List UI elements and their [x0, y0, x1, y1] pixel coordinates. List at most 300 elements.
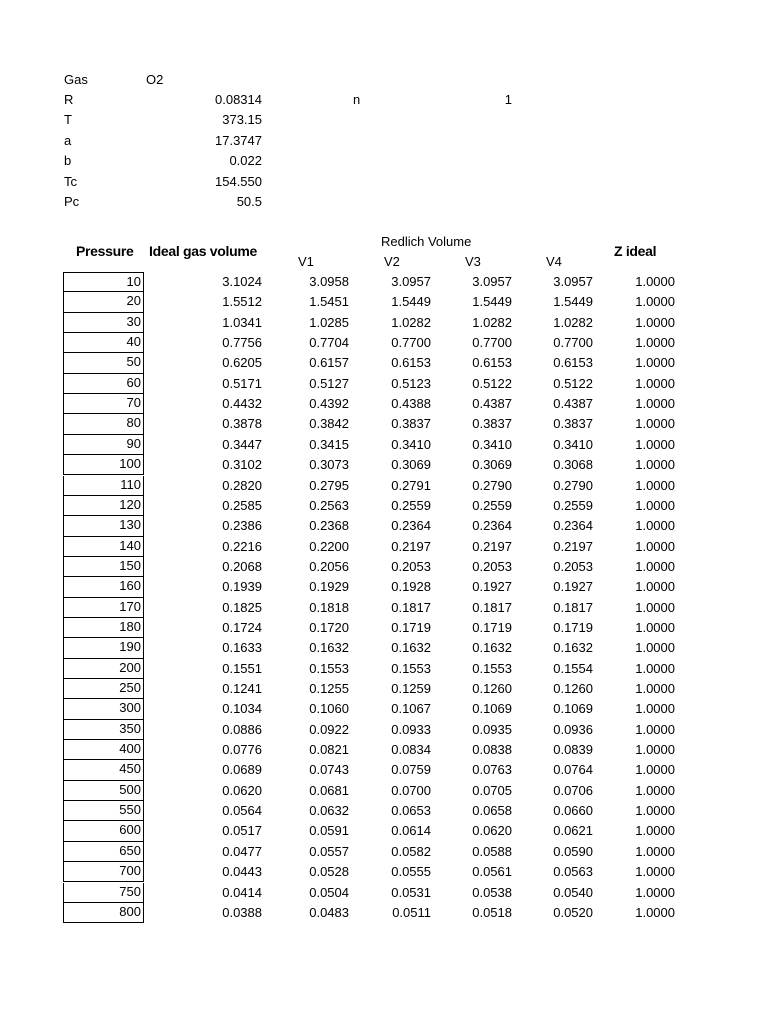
- ideal-volume-cell: 0.0886: [222, 721, 262, 737]
- pressure-value: 180: [119, 618, 141, 634]
- ideal-volume-cell: 0.3102: [222, 457, 262, 473]
- pressure-value: 80: [126, 415, 141, 431]
- v2-cell: 0.0653: [391, 803, 431, 819]
- table-row: [0, 699, 768, 719]
- pressure-cell[interactable]: [63, 516, 144, 536]
- z-ideal-cell: 1.0000: [635, 294, 675, 310]
- z-ideal-cell: 1.0000: [635, 436, 675, 452]
- z-ideal-cell: 1.0000: [635, 803, 675, 819]
- v3-cell: 0.2559: [472, 497, 512, 513]
- v4-cell: 0.1260: [553, 681, 593, 696]
- v3-cell: 0.1719: [472, 619, 512, 635]
- ideal-volume-cell: 0.0388: [222, 904, 262, 920]
- v2-cell: 0.0614: [391, 823, 431, 839]
- v1-cell: 0.2368: [309, 518, 349, 534]
- v2-cell: 0.4388: [391, 396, 431, 412]
- table-row: [0, 394, 768, 414]
- z-ideal-cell: 1.0000: [635, 660, 675, 676]
- v2-cell: 0.1553: [391, 660, 431, 676]
- ideal-volume-cell: 0.0477: [222, 843, 262, 859]
- param-value-b: 0.022: [229, 153, 262, 168]
- pressure-value: 90: [126, 435, 141, 451]
- param-label-n: n: [353, 92, 361, 107]
- ideal-volume-cell: 0.0414: [222, 884, 262, 900]
- z-ideal-cell: 1.0000: [635, 762, 675, 778]
- pressure-value: 50: [126, 354, 141, 370]
- v4-cell: 0.0563: [553, 864, 593, 880]
- v3-cell: 0.0935: [472, 721, 512, 737]
- v1-cell: 0.0821: [309, 742, 349, 758]
- param-label-a: a: [64, 133, 72, 148]
- ideal-volume-cell: 3.1024: [222, 274, 262, 289]
- ideal-volume-cell: 0.0689: [222, 762, 262, 778]
- v4-cell: 0.6153: [553, 355, 593, 371]
- table-row: [0, 598, 768, 618]
- v2-cell: 0.1067: [391, 701, 431, 717]
- v4-cell: 0.0540: [553, 884, 593, 900]
- pressure-cell[interactable]: [63, 760, 144, 780]
- pressure-cell[interactable]: [63, 353, 144, 373]
- ideal-volume-cell: 0.0776: [222, 742, 262, 758]
- z-ideal-cell: 1.0000: [635, 538, 675, 554]
- table-row: [0, 577, 768, 597]
- v2-cell: 0.1259: [391, 681, 431, 696]
- pressure-cell[interactable]: [63, 821, 144, 841]
- v3-cell: 0.1260: [472, 681, 512, 696]
- v4-cell: 0.1554: [553, 660, 593, 676]
- v2-cell: 0.2197: [391, 538, 431, 554]
- pressure-value: 20: [126, 293, 141, 309]
- ideal-volume-cell: 1.0341: [222, 314, 262, 330]
- z-ideal-cell: 1.0000: [635, 904, 675, 920]
- v2-cell: 0.2364: [391, 518, 431, 534]
- pressure-cell[interactable]: [63, 842, 144, 862]
- table-row: [0, 455, 768, 475]
- v3-cell: 0.1817: [472, 599, 512, 615]
- ideal-volume-cell: 0.6205: [222, 355, 262, 371]
- v2-cell: 0.7700: [391, 335, 431, 351]
- v1-cell: 0.0483: [309, 904, 349, 920]
- v3-cell: 0.0838: [472, 742, 512, 758]
- pressure-value: 800: [119, 903, 141, 919]
- table-row: [0, 333, 768, 353]
- table-row: [0, 435, 768, 455]
- table-row: [0, 862, 768, 882]
- param-value-tc: 154.550: [215, 174, 262, 189]
- v2-cell: 0.0933: [391, 721, 431, 737]
- v2-cell: 0.3410: [391, 436, 431, 452]
- table-row: [0, 720, 768, 740]
- z-ideal-cell: 1.0000: [635, 864, 675, 880]
- pressure-value: 40: [126, 334, 141, 350]
- z-ideal-cell: 1.0000: [635, 843, 675, 859]
- pressure-value: 400: [119, 741, 141, 757]
- v4-cell: 0.0660: [553, 803, 593, 819]
- v1-cell: 0.4392: [309, 396, 349, 412]
- pressure-value: 200: [119, 659, 141, 675]
- v2-cell: 0.1928: [391, 579, 431, 595]
- v4-cell: 0.0590: [553, 843, 593, 859]
- ideal-volume-cell: 0.1825: [222, 599, 262, 615]
- v1-cell: 0.1255: [309, 681, 349, 696]
- header-v1: V1: [298, 254, 314, 269]
- z-ideal-cell: 1.0000: [635, 477, 675, 493]
- v3-cell: 0.4387: [472, 396, 512, 412]
- pressure-cell[interactable]: [63, 292, 144, 312]
- v1-cell: 0.1632: [309, 640, 349, 656]
- v3-cell: 0.2364: [472, 518, 512, 534]
- v2-cell: 0.1817: [391, 599, 431, 615]
- table-row: [0, 659, 768, 679]
- z-ideal-cell: 1.0000: [635, 823, 675, 839]
- pressure-value: 110: [120, 476, 141, 492]
- table-row: [0, 801, 768, 821]
- pressure-value: 10: [126, 274, 141, 289]
- v2-cell: 0.1719: [391, 619, 431, 635]
- table-row: [0, 883, 768, 903]
- v3-cell: 0.0588: [472, 843, 512, 859]
- v2-cell: 0.0531: [391, 884, 431, 900]
- v1-cell: 0.3842: [309, 416, 349, 432]
- v4-cell: 1.5449: [553, 294, 593, 310]
- z-ideal-cell: 1.0000: [635, 619, 675, 635]
- pressure-value: 650: [119, 842, 141, 858]
- v2-cell: 0.3069: [391, 457, 431, 473]
- ideal-volume-cell: 0.2068: [222, 558, 262, 574]
- v1-cell: 1.5451: [309, 294, 349, 310]
- header-v2: V2: [384, 254, 400, 269]
- v4-cell: 0.2790: [553, 477, 593, 493]
- v2-cell: 0.0555: [391, 864, 431, 880]
- header-redlich-volume: Redlich Volume: [381, 234, 472, 249]
- pressure-cell[interactable]: [63, 903, 144, 923]
- pressure-cell[interactable]: [63, 883, 144, 903]
- ideal-volume-cell: 0.1939: [222, 579, 262, 595]
- pressure-cell[interactable]: [63, 272, 144, 292]
- param-label-gas: Gas: [64, 72, 88, 87]
- v3-cell: 0.1927: [472, 579, 512, 595]
- pressure-value: 750: [119, 883, 141, 899]
- table-row: [0, 618, 768, 638]
- v4-cell: 0.1817: [553, 599, 593, 615]
- table-row: [0, 313, 768, 333]
- table-row: [0, 496, 768, 516]
- v1-cell: 0.0504: [309, 884, 349, 900]
- v1-cell: 0.2200: [309, 538, 349, 554]
- v3-cell: 0.3837: [472, 416, 512, 432]
- pressure-value: 120: [119, 496, 141, 512]
- z-ideal-cell: 1.0000: [635, 558, 675, 574]
- z-ideal-cell: 1.0000: [635, 375, 675, 391]
- v4-cell: 0.3068: [553, 457, 593, 473]
- v4-cell: 0.7700: [553, 335, 593, 351]
- v2-cell: 3.0957: [391, 274, 431, 289]
- pressure-value: 100: [119, 456, 141, 472]
- v1-cell: 0.2056: [309, 558, 349, 574]
- v3-cell: 0.0620: [472, 823, 512, 839]
- v2-cell: 0.0511: [392, 904, 431, 920]
- pressure-cell[interactable]: [63, 720, 144, 740]
- param-value-gas: O2: [146, 72, 164, 87]
- z-ideal-cell: 1.0000: [635, 681, 675, 696]
- pressure-cell[interactable]: [63, 476, 144, 496]
- v1-cell: 0.1818: [309, 599, 349, 615]
- v3-cell: 0.1632: [472, 640, 512, 656]
- v2-cell: 0.3837: [391, 416, 431, 432]
- v4-cell: 0.1632: [553, 640, 593, 656]
- v3-cell: 0.0658: [472, 803, 512, 819]
- pressure-cell[interactable]: [63, 577, 144, 597]
- v4-cell: 0.0839: [553, 742, 593, 758]
- v2-cell: 0.2791: [391, 477, 431, 493]
- pressure-cell[interactable]: [63, 740, 144, 760]
- z-ideal-cell: 1.0000: [635, 599, 675, 615]
- header-v3: V3: [465, 254, 481, 269]
- v1-cell: 0.1060: [309, 701, 349, 717]
- header-v4: V4: [546, 254, 562, 269]
- v1-cell: 0.2795: [309, 477, 349, 493]
- v2-cell: 0.0834: [391, 742, 431, 758]
- z-ideal-cell: 1.0000: [635, 721, 675, 737]
- z-ideal-cell: 1.0000: [635, 782, 675, 798]
- v1-cell: 0.5127: [309, 375, 349, 391]
- z-ideal-cell: 1.0000: [635, 640, 675, 656]
- v2-cell: 0.5123: [391, 375, 431, 391]
- table-row: [0, 353, 768, 373]
- table-row: [0, 903, 768, 923]
- v3-cell: 0.5122: [472, 375, 512, 391]
- z-ideal-cell: 1.0000: [635, 884, 675, 900]
- pressure-cell[interactable]: [63, 313, 144, 333]
- v2-cell: 0.1632: [391, 640, 431, 656]
- param-value-a: 17.3747: [215, 133, 262, 148]
- table-row: [0, 272, 768, 292]
- v4-cell: 0.0936: [553, 721, 593, 737]
- v4-cell: 0.2559: [553, 497, 593, 513]
- table-row: [0, 679, 768, 699]
- pressure-value: 550: [119, 802, 141, 818]
- param-value-pc: 50.5: [236, 194, 262, 209]
- pressure-value: 160: [119, 578, 141, 594]
- pressure-value: 130: [119, 517, 141, 533]
- z-ideal-cell: 1.0000: [635, 497, 675, 513]
- v1-cell: 0.6157: [309, 355, 349, 371]
- pressure-cell[interactable]: [63, 374, 144, 394]
- z-ideal-cell: 1.0000: [635, 335, 675, 351]
- z-ideal-cell: 1.0000: [635, 355, 675, 371]
- v1-cell: 0.0681: [309, 782, 349, 798]
- pressure-cell[interactable]: [63, 679, 144, 699]
- v3-cell: 0.2197: [472, 538, 512, 554]
- pressure-cell[interactable]: [63, 394, 144, 414]
- v4-cell: 1.0282: [553, 314, 593, 330]
- table-row: [0, 781, 768, 801]
- table-row: [0, 414, 768, 434]
- v3-cell: 0.7700: [472, 335, 512, 351]
- ideal-volume-cell: 0.5171: [222, 375, 262, 391]
- ideal-volume-cell: 0.1633: [222, 640, 262, 656]
- pressure-cell[interactable]: [63, 435, 144, 455]
- ideal-volume-cell: 1.5512: [222, 294, 262, 310]
- table-row: [0, 740, 768, 760]
- pressure-cell[interactable]: [63, 618, 144, 638]
- v2-cell: 1.5449: [391, 294, 431, 310]
- param-label-tc: Tc: [64, 174, 77, 189]
- v4-cell: 0.2364: [553, 518, 593, 534]
- v1-cell: 0.3415: [309, 436, 349, 452]
- ideal-volume-cell: 0.2386: [222, 518, 262, 534]
- pressure-value: 350: [119, 720, 141, 736]
- v4-cell: 3.0957: [553, 274, 593, 289]
- v4-cell: 0.0706: [553, 782, 593, 798]
- pressure-cell[interactable]: [63, 638, 144, 658]
- pressure-value: 30: [126, 313, 141, 329]
- pressure-cell[interactable]: [63, 699, 144, 719]
- header-pressure: Pressure: [76, 243, 134, 259]
- param-value-r: 0.08314: [215, 92, 262, 107]
- v4-cell: 0.0520: [553, 904, 593, 920]
- pressure-value: 500: [119, 781, 141, 797]
- v1-cell: 0.1929: [309, 579, 349, 595]
- v4-cell: 0.3410: [553, 436, 593, 452]
- ideal-volume-cell: 0.7756: [222, 335, 262, 351]
- table-row: [0, 537, 768, 557]
- ideal-volume-cell: 0.1551: [222, 660, 262, 676]
- z-ideal-cell: 1.0000: [635, 457, 675, 473]
- z-ideal-cell: 1.0000: [635, 742, 675, 758]
- pressure-cell[interactable]: [63, 537, 144, 557]
- pressure-value: 70: [126, 395, 141, 411]
- z-ideal-cell: 1.0000: [635, 396, 675, 412]
- pressure-cell[interactable]: [63, 414, 144, 434]
- v3-cell: 0.3410: [472, 436, 512, 452]
- v1-cell: 0.7704: [309, 335, 349, 351]
- v3-cell: 0.0705: [472, 782, 512, 798]
- v2-cell: 0.6153: [391, 355, 431, 371]
- table-row: [0, 760, 768, 780]
- v4-cell: 0.3837: [553, 416, 593, 432]
- v3-cell: 0.1069: [472, 701, 512, 717]
- pressure-cell[interactable]: [63, 333, 144, 353]
- ideal-volume-cell: 0.0517: [222, 823, 262, 839]
- header-z-ideal: Z ideal: [614, 243, 657, 259]
- v1-cell: 0.0632: [309, 803, 349, 819]
- v3-cell: 0.1553: [472, 660, 512, 676]
- v1-cell: 0.0743: [309, 762, 349, 778]
- v3-cell: 0.0538: [472, 884, 512, 900]
- param-label-t: T: [64, 112, 72, 127]
- z-ideal-cell: 1.0000: [635, 579, 675, 595]
- v1-cell: 0.0528: [309, 864, 349, 880]
- pressure-cell[interactable]: [63, 496, 144, 516]
- header-ideal-gas-volume: Ideal gas volume: [149, 243, 258, 259]
- pressure-value: 600: [119, 822, 141, 838]
- param-value-t: 373.15: [222, 112, 262, 127]
- z-ideal-cell: 1.0000: [635, 416, 675, 432]
- pressure-cell[interactable]: [63, 781, 144, 801]
- z-ideal-cell: 1.0000: [635, 274, 675, 289]
- v2-cell: 1.0282: [391, 314, 431, 330]
- pressure-cell[interactable]: [63, 455, 144, 475]
- pressure-value: 190: [119, 639, 141, 655]
- ideal-volume-cell: 0.0620: [222, 782, 262, 798]
- pressure-value: 700: [119, 863, 141, 879]
- pressure-cell[interactable]: [63, 598, 144, 618]
- v1-cell: 3.0958: [309, 274, 349, 289]
- v1-cell: 0.2563: [309, 497, 349, 513]
- ideal-volume-cell: 0.4432: [222, 396, 262, 412]
- z-ideal-cell: 1.0000: [635, 314, 675, 330]
- pressure-value: 140: [119, 537, 141, 553]
- ideal-volume-cell: 0.0564: [222, 803, 262, 819]
- v3-cell: 0.0763: [472, 762, 512, 778]
- v4-cell: 0.2053: [553, 558, 593, 574]
- table-row: [0, 292, 768, 312]
- z-ideal-cell: 1.0000: [635, 701, 675, 717]
- v3-cell: 0.3069: [472, 457, 512, 473]
- ideal-volume-cell: 0.2216: [222, 538, 262, 554]
- pressure-cell[interactable]: [63, 862, 144, 882]
- v4-cell: 0.1927: [553, 579, 593, 595]
- v1-cell: 0.0922: [309, 721, 349, 737]
- v2-cell: 0.0582: [391, 843, 431, 859]
- ideal-volume-cell: 0.3447: [222, 436, 262, 452]
- v4-cell: 0.4387: [553, 396, 593, 412]
- v1-cell: 0.1553: [309, 660, 349, 676]
- param-label-pc: Pc: [64, 194, 80, 209]
- v2-cell: 0.2559: [391, 497, 431, 513]
- v3-cell: 0.6153: [472, 355, 512, 371]
- pressure-value: 170: [119, 598, 141, 614]
- pressure-value: 300: [119, 700, 141, 716]
- v1-cell: 0.0591: [309, 823, 349, 839]
- v4-cell: 0.2197: [553, 538, 593, 554]
- pressure-value: 250: [119, 680, 141, 695]
- v3-cell: 1.0282: [472, 314, 512, 330]
- table-row: [0, 821, 768, 841]
- pressure-cell[interactable]: [63, 801, 144, 821]
- v1-cell: 0.3073: [309, 457, 349, 473]
- ideal-volume-cell: 0.1241: [222, 681, 262, 696]
- v3-cell: 1.5449: [472, 294, 512, 310]
- table-row: [0, 842, 768, 862]
- table-row: [0, 638, 768, 658]
- v4-cell: 0.5122: [553, 375, 593, 391]
- v4-cell: 0.1719: [553, 619, 593, 635]
- pressure-cell[interactable]: [63, 659, 144, 679]
- z-ideal-cell: 1.0000: [635, 518, 675, 534]
- v4-cell: 0.0621: [553, 823, 593, 839]
- table-row: [0, 557, 768, 577]
- v2-cell: 0.0759: [391, 762, 431, 778]
- v1-cell: 0.0557: [309, 843, 349, 859]
- ideal-volume-cell: 0.2585: [222, 497, 262, 513]
- pressure-value: 150: [119, 557, 141, 573]
- v3-cell: 0.2053: [472, 558, 512, 574]
- table-row: [0, 516, 768, 536]
- ideal-volume-cell: 0.2820: [222, 477, 262, 493]
- v3-cell: 3.0957: [472, 274, 512, 289]
- v1-cell: 1.0285: [309, 314, 349, 330]
- v3-cell: 0.2790: [472, 477, 512, 493]
- v4-cell: 0.0764: [553, 762, 593, 778]
- pressure-cell[interactable]: [63, 557, 144, 577]
- v4-cell: 0.1069: [553, 701, 593, 717]
- pressure-value: 450: [119, 761, 141, 777]
- table-row: [0, 476, 768, 496]
- v3-cell: 0.0561: [472, 864, 512, 880]
- v2-cell: 0.2053: [391, 558, 431, 574]
